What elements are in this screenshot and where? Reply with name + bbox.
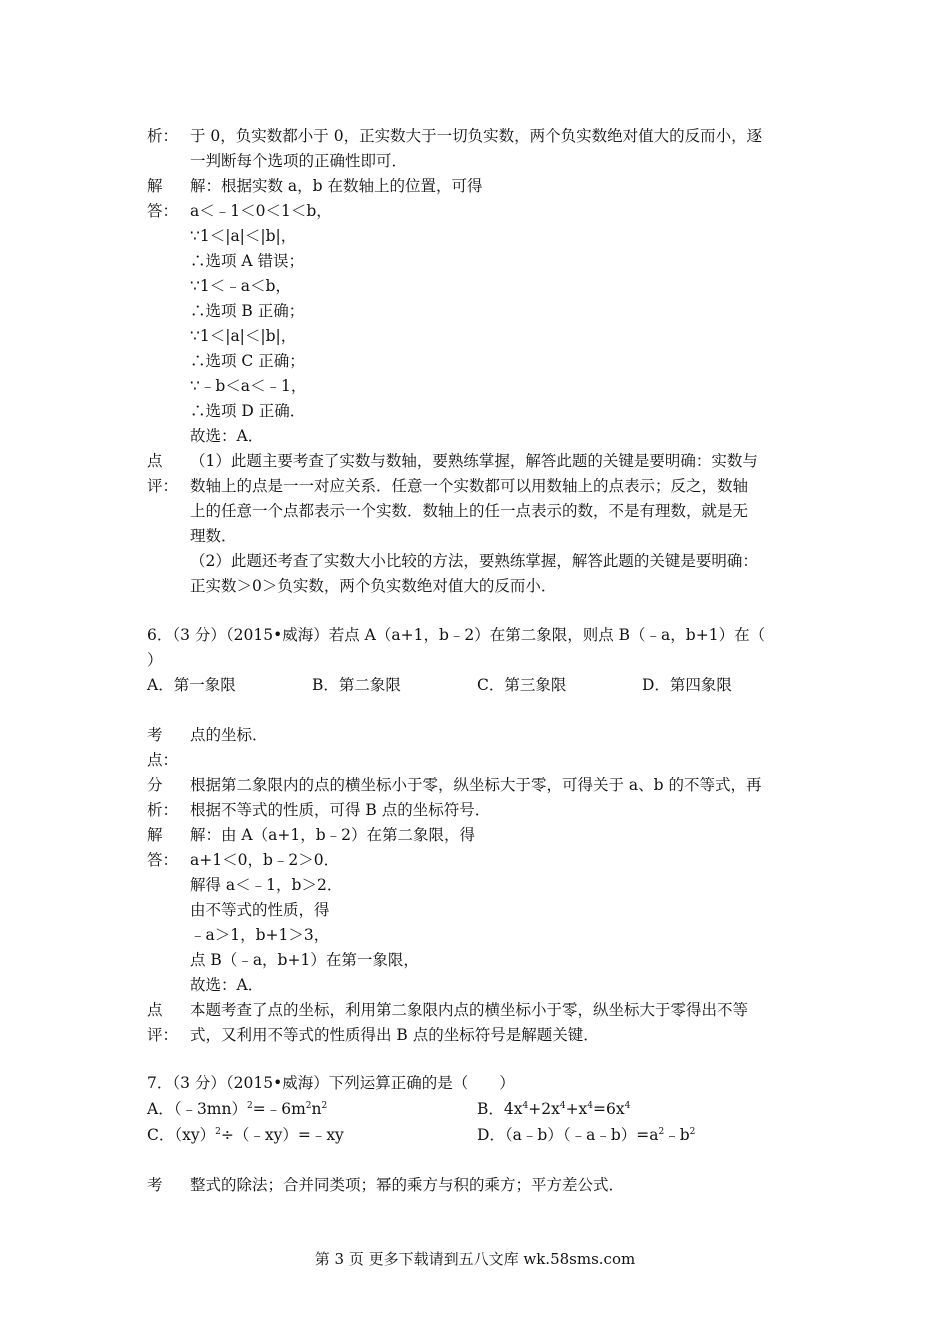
dianping-label: 评： [147, 1026, 179, 1044]
analysis-label: 析： [147, 127, 179, 145]
jieda-label: 解 [147, 826, 163, 844]
solution-label: 解 [147, 177, 163, 195]
comment-line: 数轴上的点是一一对应关系．任意一个实数都可以用数轴上的点表示；反之，数轴 [190, 477, 749, 495]
analysis-line: 一判断每个选项的正确性即可． [190, 152, 408, 170]
option-c: C．（xy）$^2$÷（﹣xy）=﹣xy [147, 1126, 344, 1144]
jieda-line: 故选：A． [190, 976, 264, 994]
comment-line: （2）此题还考查了实数大小比较的方法，要熟练掌握，解答此题的关键是要明确： [190, 552, 758, 570]
solution-line: a＜﹣1＜0＜1＜b， [190, 202, 332, 220]
kaodian-text: 整式的除法；合并同类项；幂的乘方与积的乘方；平方差公式． [190, 1176, 625, 1194]
jieda-line: ﹣a＞1，b+1＞3， [190, 926, 330, 944]
page-footer: 第 3 页 更多下载请到五八文库 wk.58sms.com [314, 1250, 636, 1268]
question-6-stem: 6．（3 分）（2015•威海）若点 A（a+1，b﹣2）在第二象限，则点 B（﹣a，b+1）在（ [147, 626, 766, 644]
jieda-label: 答： [147, 851, 179, 869]
option-d: D．$(a﹣b)(﹣a﹣b)=a^2﹣b^2$ [477, 1126, 696, 1144]
dianping-label: 点 [147, 1001, 163, 1019]
fenxi-label: 分 [147, 776, 163, 794]
comment-line: 上的任意一个点都表示一个实数．数轴上的任一点表示的数，不是有理数，就是无 [190, 502, 749, 520]
option-b: B．$4x^4+2x^4+x^4=6x^4$ [477, 1100, 631, 1118]
solution-line: ∴选项 A 错误； [190, 252, 305, 270]
option-b: B．第二象限 [312, 676, 401, 694]
jieda-line: a+1＜0，b﹣2＞0． [190, 851, 340, 869]
solution-line: ∴选项 C 正确； [190, 352, 305, 370]
option-d: D．第四象限 [642, 676, 732, 694]
comment-line: 理数． [190, 527, 237, 545]
analysis-line: 于 0，负实数都小于 0，正实数大于一切负实数，两个负实数绝对值大的反而小，逐 [190, 127, 763, 145]
dianping-line: 式，又利用不等式的性质得出 B 点的坐标符号是解题关键． [190, 1026, 599, 1044]
fenxi-label: 析： [147, 801, 179, 819]
jieda-line: 解得 a＜﹣1，b＞2． [190, 876, 343, 894]
comment-label: 评： [147, 477, 179, 495]
comment-line: 正实数＞0＞负实数，两个负实数绝对值大的反而小． [190, 577, 557, 595]
solution-line: ∴选项 B 正确； [190, 302, 305, 320]
solution-line: ∴选项 D 正确． [190, 402, 306, 420]
option-a: A．$(﹣3mn)^2=﹣6m^2n^2$ [147, 1100, 328, 1118]
solution-line: ∵1＜|a|＜|b|， [190, 227, 297, 245]
jieda-line: 由不等式的性质，得 [190, 901, 330, 919]
solution-line: 解：根据实数 a，b 在数轴上的位置，可得 [190, 177, 483, 195]
kaodian-label: 点： [147, 751, 179, 769]
kaodian-text: 点的坐标． [190, 726, 268, 744]
kaodian-label: 考 [147, 726, 163, 744]
solution-label: 答： [147, 202, 179, 220]
option-a: A．第一象限 [147, 676, 236, 694]
fenxi-line: 根据不等式的性质，可得 B 点的坐标符号． [190, 801, 491, 819]
dianping-line: 本题考查了点的坐标，利用第二象限内点的横坐标小于零，纵坐标大于零得出不等 [190, 1001, 749, 1019]
question-6-stem-end: ） [147, 651, 163, 669]
comment-label: 点 [147, 452, 163, 470]
option-c: C．第三象限 [477, 676, 567, 694]
solution-line: 故选：A． [190, 427, 264, 445]
question-7-stem: 7．（3 分）（2015•威海）下列运算正确的是（ ） [147, 1074, 515, 1092]
fenxi-line: 根据第二象限内的点的横坐标小于零，纵坐标大于零，可得关于 a、b 的不等式，再 [190, 776, 762, 794]
solution-line: ∵1＜﹣a＜b， [190, 277, 291, 295]
solution-line: ∵﹣b＜a＜﹣1， [190, 377, 307, 395]
solution-line: ∵1＜|a|＜|b|， [190, 327, 297, 345]
kaodian-label: 考 [147, 1176, 163, 1194]
jieda-line: 点 B（﹣a，b+1）在第一象限， [190, 951, 419, 969]
comment-line: （1）此题主要考查了实数与数轴，要熟练掌握，解答此题的关键是要明确：实数与 [190, 452, 758, 470]
jieda-line: 解：由 A（a+1，b﹣2）在第二象限，得 [190, 826, 475, 844]
